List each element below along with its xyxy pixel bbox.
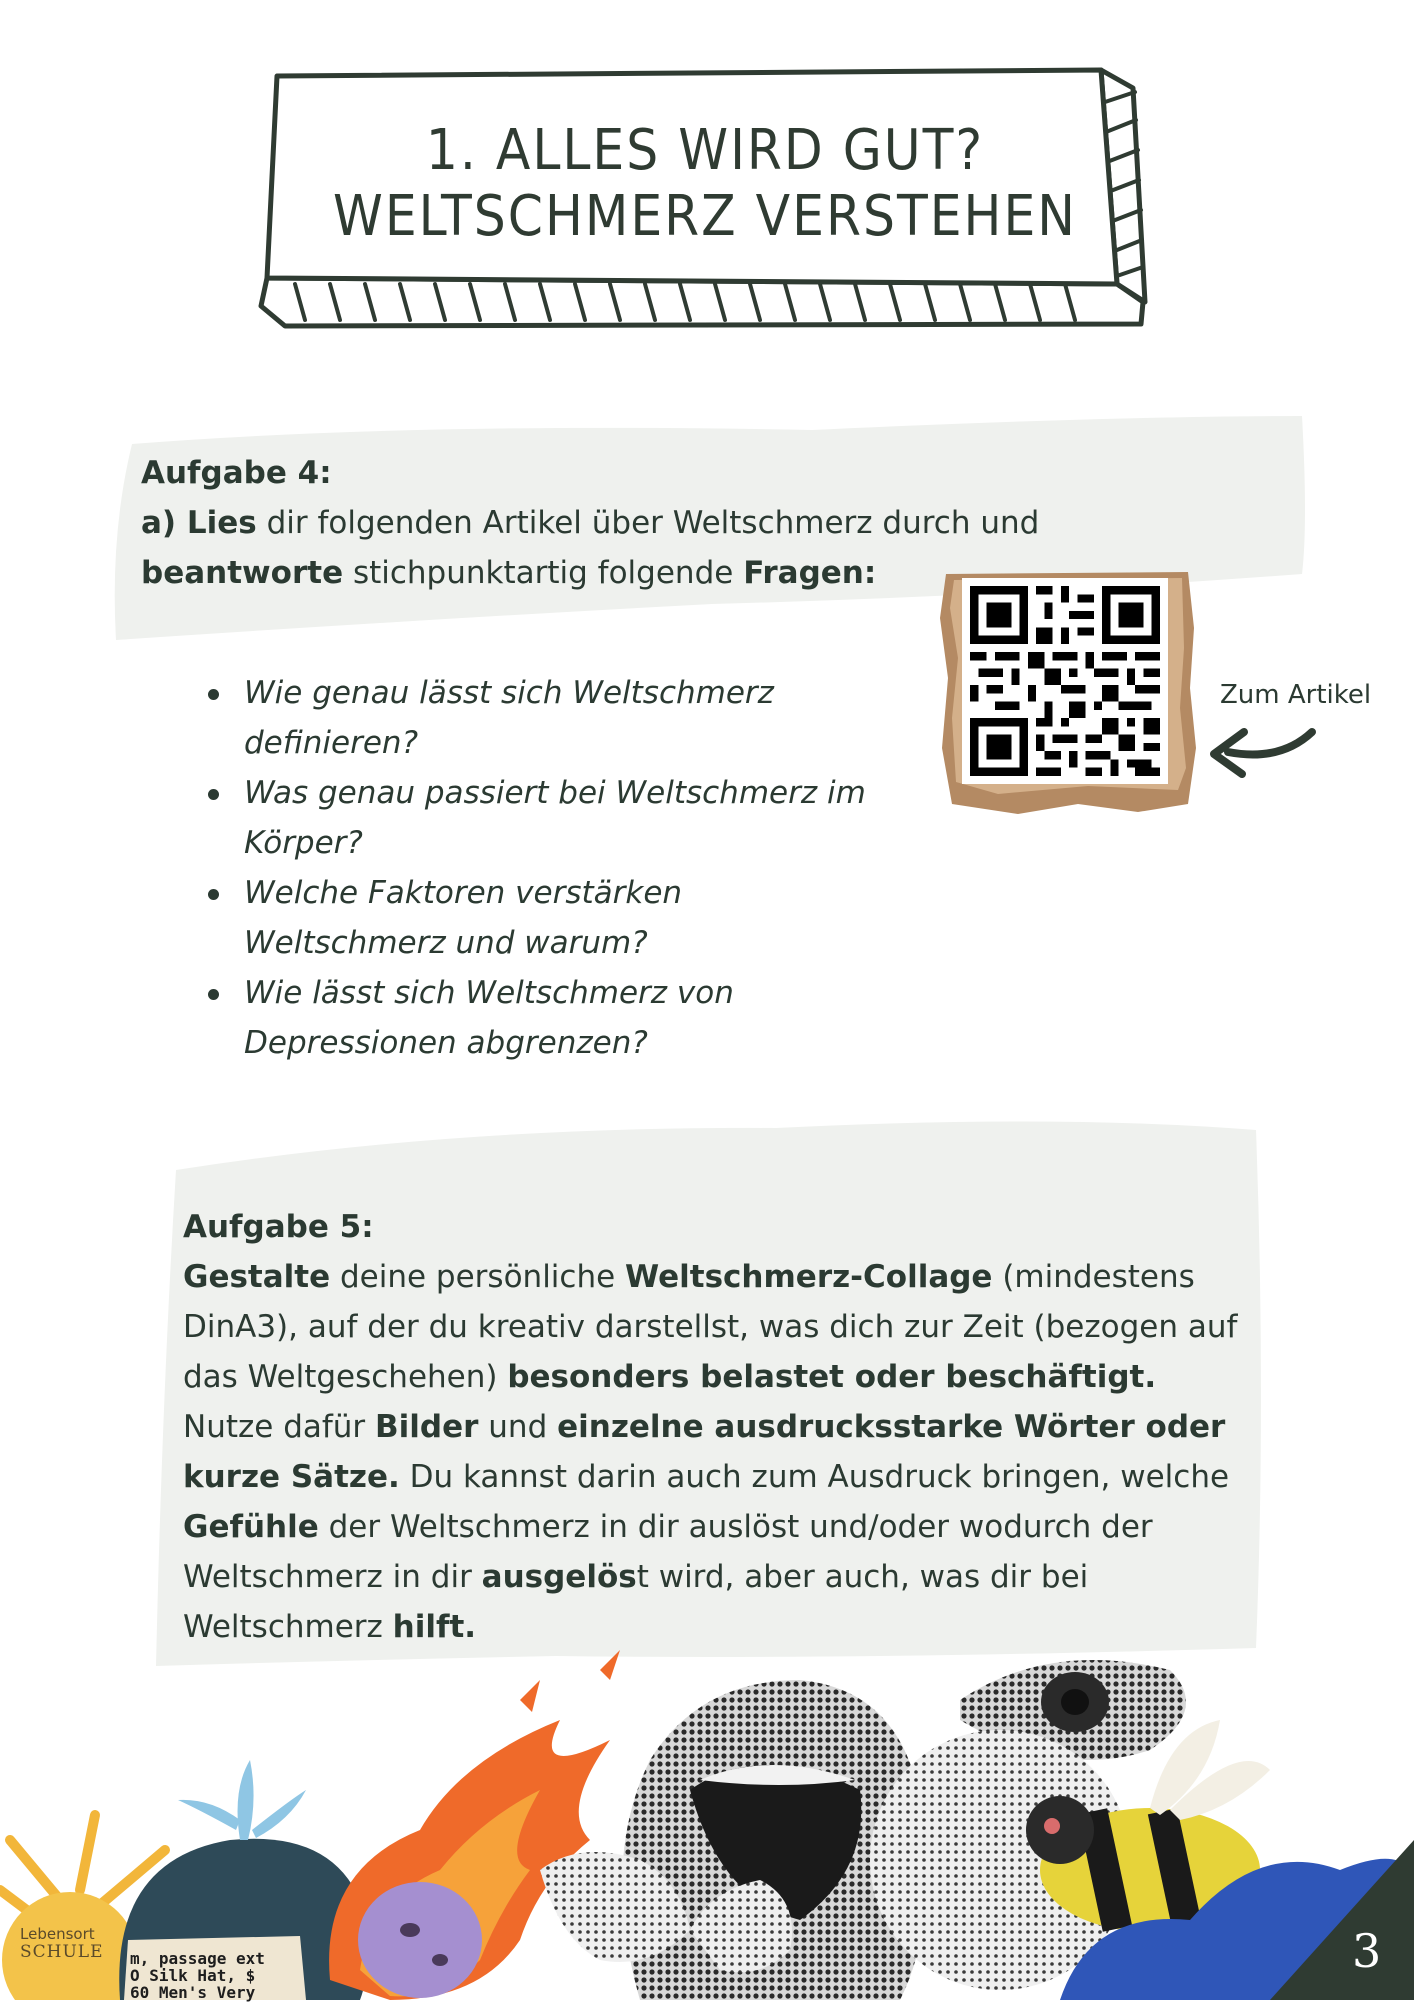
- arrow-left-icon: [1200, 718, 1320, 788]
- title-line-1: 1. ALLES WIRD GUT?: [425, 118, 985, 183]
- logo-line-2: SCHULE: [20, 1942, 104, 1962]
- list-item: Was genau passiert bei Weltschmerz im Körper?: [196, 768, 904, 868]
- intro-text-1: dir folgenden Artikel über Weltschmerz durch und: [256, 505, 1040, 541]
- task5-body: [183, 1252, 1243, 1652]
- qr-code-icon: [962, 578, 1168, 784]
- task5-segment: deine persönliche: [330, 1259, 626, 1295]
- task5-heading: Aufgabe 5:: [183, 1209, 374, 1245]
- list-item: Wie genau lässt sich Weltschmerz definieren?: [196, 668, 804, 768]
- intro-text-2: stichpunktartig folgende: [343, 555, 744, 591]
- title-line-2: WELTSCHMERZ VERSTEHEN: [333, 184, 1077, 249]
- list-item: Welche Faktoren verstärken Weltschmerz und warum?: [196, 868, 744, 968]
- task4-heading: Aufgabe 4:: [141, 455, 332, 491]
- task5-segment: ausgelös: [481, 1559, 637, 1595]
- task5-segment: Du kannst darin auch zum Ausdruck bringen, welche: [399, 1459, 1230, 1495]
- page-number: 3: [1352, 1924, 1382, 1978]
- list-item: Wie lässt sich Weltschmerz von Depressionen abgrenzen?: [196, 968, 804, 1068]
- task5-segment: der Weltschmerz in dir auslöst und/oder wodurch der Weltschmerz in dir: [183, 1509, 1153, 1595]
- qr-caption: Zum Artikel: [1220, 680, 1372, 710]
- task5-segment: und: [478, 1409, 558, 1445]
- intro-fragen: Fragen:: [743, 555, 877, 591]
- logo-line-1: Lebensort: [20, 1925, 95, 1943]
- collage-illustration: [0, 1640, 1414, 2000]
- task5-segment: Nutze dafür: [183, 1409, 376, 1445]
- task5-segment: Weltschmerz-Collage: [625, 1259, 993, 1295]
- task5-segment: einzelne ausdrucksstarke Wörter oder kurze Sätze.: [183, 1409, 1226, 1495]
- task5-text: [183, 1202, 1243, 1652]
- task5-segment: hilft.: [392, 1609, 477, 1645]
- task5-segment: (mindestens DinA3), auf der du kreativ darstellst, was dich zur Zeit (bezogen auf das Weltgeschehen): [183, 1259, 1238, 1395]
- fireball-icon: [329, 1650, 620, 2000]
- task5-segment: besonders belastet oder beschäftigt.: [507, 1359, 1157, 1395]
- intro-beantworte: beantworte: [141, 555, 344, 591]
- collage-newspaper-text: m, passage ext O Silk Hat, $ 60 Men's Very: [130, 1949, 265, 2002]
- task5-segment: Gestalte: [183, 1259, 331, 1295]
- intro-lies: a) Lies: [141, 505, 257, 541]
- task5-segment: t wird, aber auch, was dir bei Weltschmerz: [183, 1559, 1089, 1645]
- page-title: [270, 118, 1140, 250]
- task5-segment: Gefühle: [183, 1509, 319, 1545]
- question-list: [196, 668, 916, 1068]
- task5-segment: Bilder: [375, 1409, 479, 1445]
